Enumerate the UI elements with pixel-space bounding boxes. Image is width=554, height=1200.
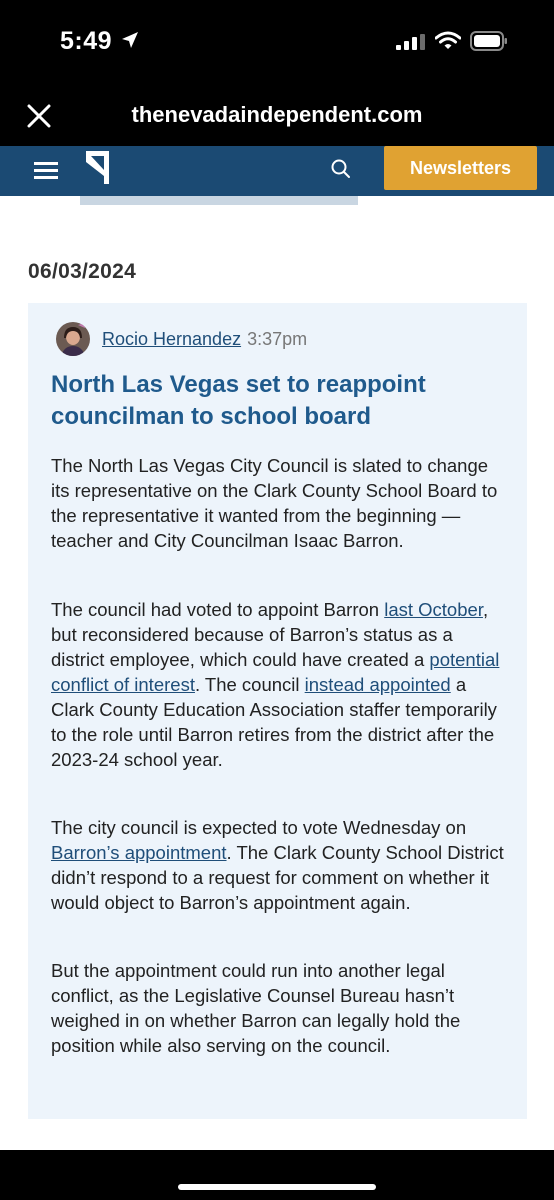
status-time: 5:49 xyxy=(60,27,113,55)
menu-icon[interactable] xyxy=(34,160,58,180)
date-heading: 06/03/2024 xyxy=(28,260,137,283)
browser-bar xyxy=(0,86,554,146)
post-title: North Las Vegas set to reappoint councilman to school board xyxy=(51,371,426,430)
site-nav xyxy=(0,146,554,196)
text-span: The city council is expected to vote Wednesday on xyxy=(51,817,467,838)
text-span: a Clark County Education Association staffer temporarily to the role until Barron retires from the district after the 2023-24 school year. xyxy=(51,674,497,770)
home-indicator[interactable] xyxy=(178,1184,376,1190)
author-link[interactable]: Rocio Hernandez xyxy=(102,328,242,349)
wifi-icon xyxy=(435,31,461,51)
search-icon[interactable] xyxy=(330,158,352,180)
text-span: , but reconsidered because of Barron’s status as a district employee, which could have created a xyxy=(51,599,489,670)
avatar[interactable] xyxy=(56,322,90,356)
cellular-signal-icon xyxy=(396,34,426,50)
post-time: 3:37pm xyxy=(247,328,308,349)
newsletters-button[interactable]: Newsletters xyxy=(384,146,537,190)
link-barrons-appointment[interactable]: Barron’s appointment xyxy=(51,842,227,863)
post-card xyxy=(28,303,527,1119)
content-strip xyxy=(80,196,358,205)
text-span: . The Clark County School District didn’t respond to a request for comment on whether it would object to Barron’s appointment again. xyxy=(51,842,504,913)
paragraph-3 xyxy=(51,815,511,915)
location-arrow-icon xyxy=(120,30,140,50)
text-span: The council had voted to appoint Barron xyxy=(51,599,385,620)
link-potential-conflict[interactable]: potential conflict of interest xyxy=(51,649,500,695)
text-span: . The council xyxy=(194,674,305,695)
link-last-october[interactable]: last October xyxy=(384,599,483,620)
bottom-bar xyxy=(0,1150,554,1200)
battery-icon xyxy=(470,31,508,51)
link-instead-appointed[interactable]: instead appointed xyxy=(304,674,451,695)
status-bar xyxy=(0,0,554,86)
author-row xyxy=(56,322,307,356)
paragraph-2 xyxy=(51,597,511,772)
nevada-logo-icon[interactable] xyxy=(85,150,111,186)
paragraph-4: But the appointment could run into another legal conflict, as the Legislative Counsel Bureau hasn’t weighed in on whether Barron can legally hold the position while also serving on the council. xyxy=(51,960,461,1056)
url-text[interactable]: thenevadaindependent.com xyxy=(131,102,423,127)
paragraph-1: The North Las Vegas City Council is slated to change its representative on the Clark County School Board to the representative it wanted from the beginning — teacher and City Councilman Isaac Barron. xyxy=(51,455,498,551)
